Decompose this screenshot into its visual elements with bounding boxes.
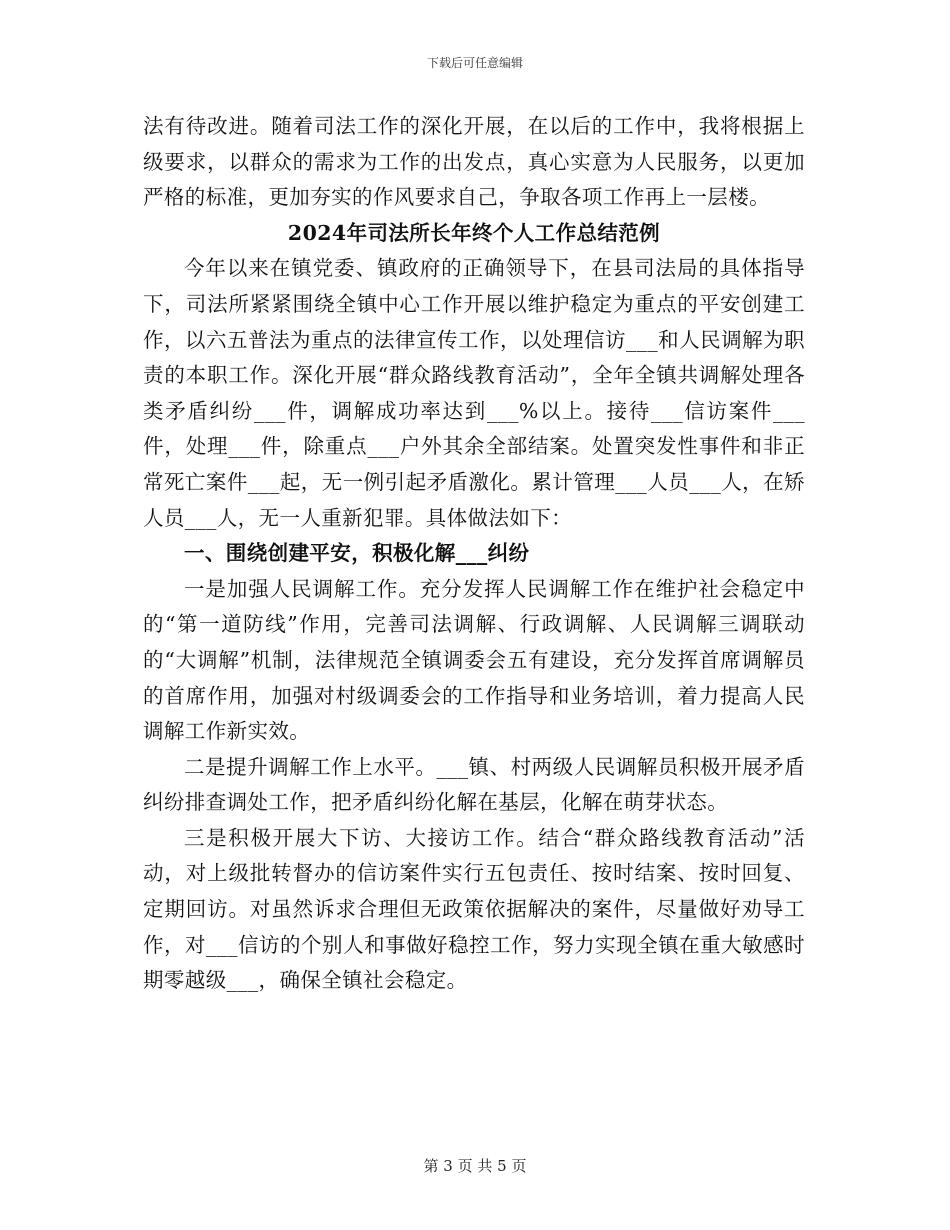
paragraph-petition: 三是积极开展大下访、大接访工作。结合“群众路线教育活动”活动，对上级批转督办的信访案件实行五包责任、按时结案、按时回复、定期回访。对虽然诉求合理但无政策依据解决的案件，尽量做好劝导工作，对___信访的个别人和事做好稳控工作，努力实现全镇在重大敏感时期零越级___，确保全镇社会稳定。 <box>143 825 805 993</box>
document-body <box>143 109 805 999</box>
section-heading: 一、围绕创建平安，积极化解___纠纷 <box>184 541 530 566</box>
document-title: 2024年司法所长年终个人工作总结范例 <box>287 220 661 245</box>
page-header: 下载后可任意编辑 <box>426 56 523 70</box>
page-footer: 第 3 页 共 5 页 <box>423 1157 527 1175</box>
intro-paragraph: 今年以来在镇党委、镇政府的正确领导下，在县司法局的具体指导下，司法所紧紧围绕全镇中心工作开展以维护稳定为重点的平安创建工作，以六五普法为重点的法律宣传工作，以处理信访___和人民调解为职责的本职工作。深化开展“群众路线教育活动”，全年全镇共调解处理各类矛盾纠纷___件，调解成功率达到___%以上。接待___信访案件___件，处理___件，除重点___户外其余全部结案。处置突发性事件和非正常死亡案件___起，无一例引起矛盾激化。累计管理___人员___人，在矫人员___人，无一人重新犯罪。具体做法如下： <box>143 256 805 530</box>
paragraph-mediation: 一是加强人民调解工作。充分发挥人民调解工作在维护社会稳定中的“第一道防线”作用，完善司法调解、行政调解、人民调解三调联动的“大调解”机制，法律规范全镇调委会五有建设，充分发挥首席调解员的首席作用，加强对村级调委会的工作指导和业务培训，着力提高人民调解工作新实效。 <box>143 576 805 744</box>
paragraph-improvement: 二是提升调解工作上水平。___镇、村两级人民调解员积极开展矛盾纠纷排查调处工作，把矛盾纠纷化解在基层，化解在萌芽状态。 <box>143 754 805 815</box>
continuation-paragraph: 法有待改进。随着司法工作的深化开展，在以后的工作中，我将根据上级要求，以群众的需求为工作的出发点，真心实意为人民服务，以更加严格的标准，更加夯实的作风要求自己，争取各项工作再上一层楼。 <box>143 114 805 210</box>
